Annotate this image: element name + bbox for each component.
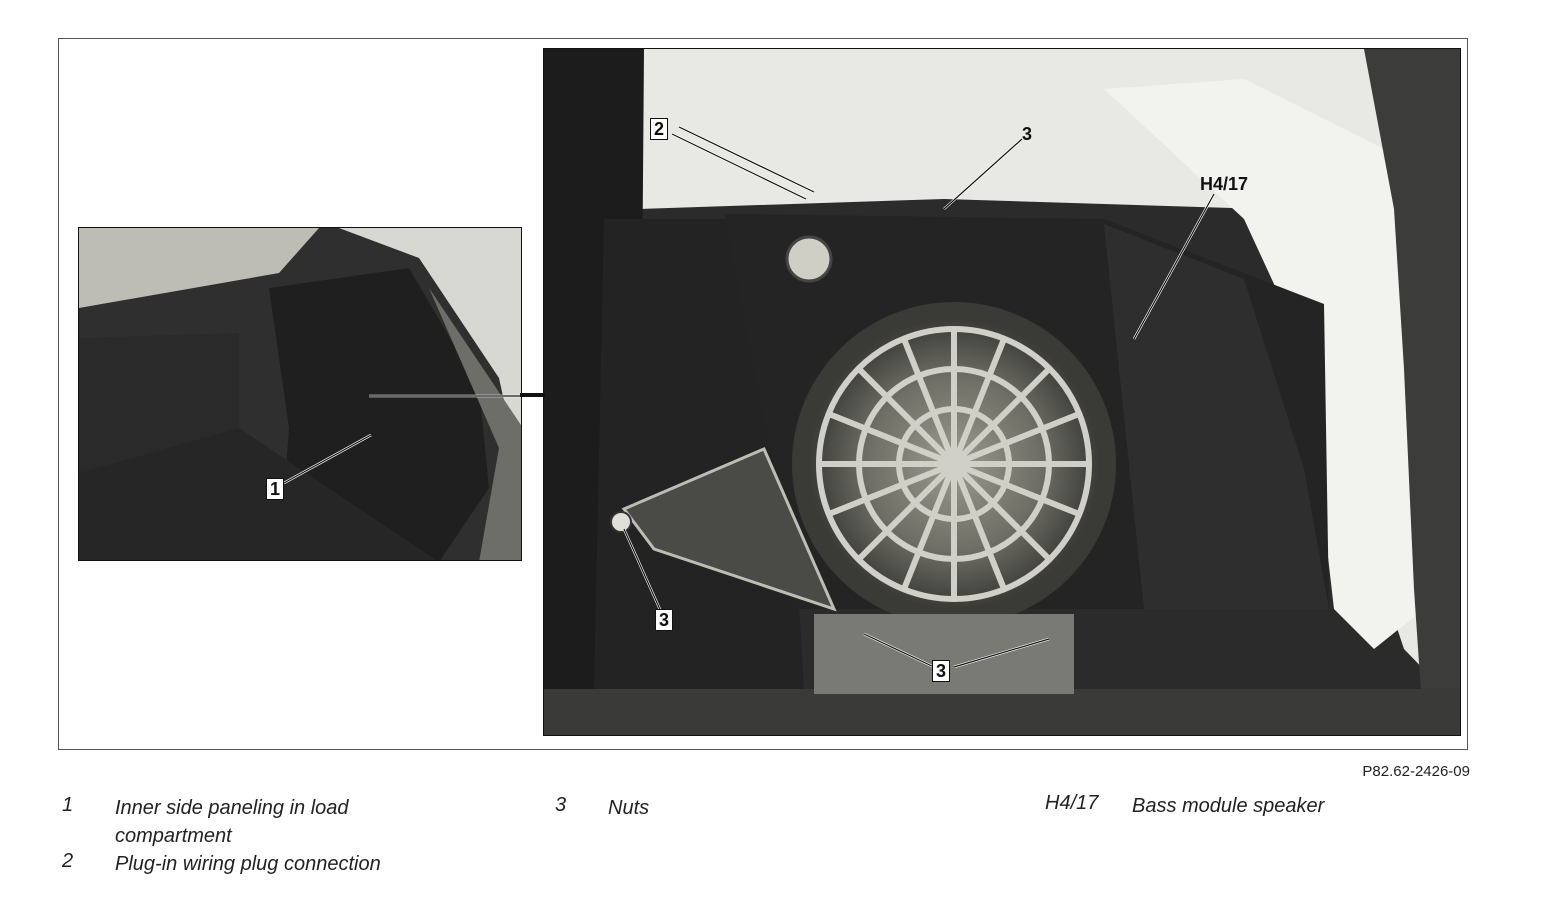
legend-text: Plug-in wiring plug connection bbox=[115, 853, 381, 875]
legend-number: H4/17 bbox=[1045, 792, 1099, 814]
legend-number: 1 bbox=[62, 794, 74, 816]
callout-1: 1 bbox=[266, 478, 284, 500]
callout-h417: H4/17 bbox=[1200, 174, 1249, 194]
legend-text-line: Inner side paneling in load bbox=[115, 797, 349, 819]
callout-2: 2 bbox=[650, 118, 668, 140]
legend-number: 3 bbox=[555, 794, 567, 816]
legend-text bbox=[115, 794, 349, 850]
callout-3-bottom: 3 bbox=[932, 660, 950, 682]
figure-code: P82.62-2426-09 bbox=[1362, 763, 1470, 780]
legend-text-line: compartment bbox=[115, 825, 232, 847]
legend-number: 2 bbox=[62, 850, 74, 872]
legend-text: Bass module speaker bbox=[1132, 795, 1325, 817]
callout-3-top: 3 bbox=[1022, 124, 1033, 144]
legend-text: Nuts bbox=[608, 797, 650, 819]
callout-3-left: 3 bbox=[655, 609, 673, 631]
